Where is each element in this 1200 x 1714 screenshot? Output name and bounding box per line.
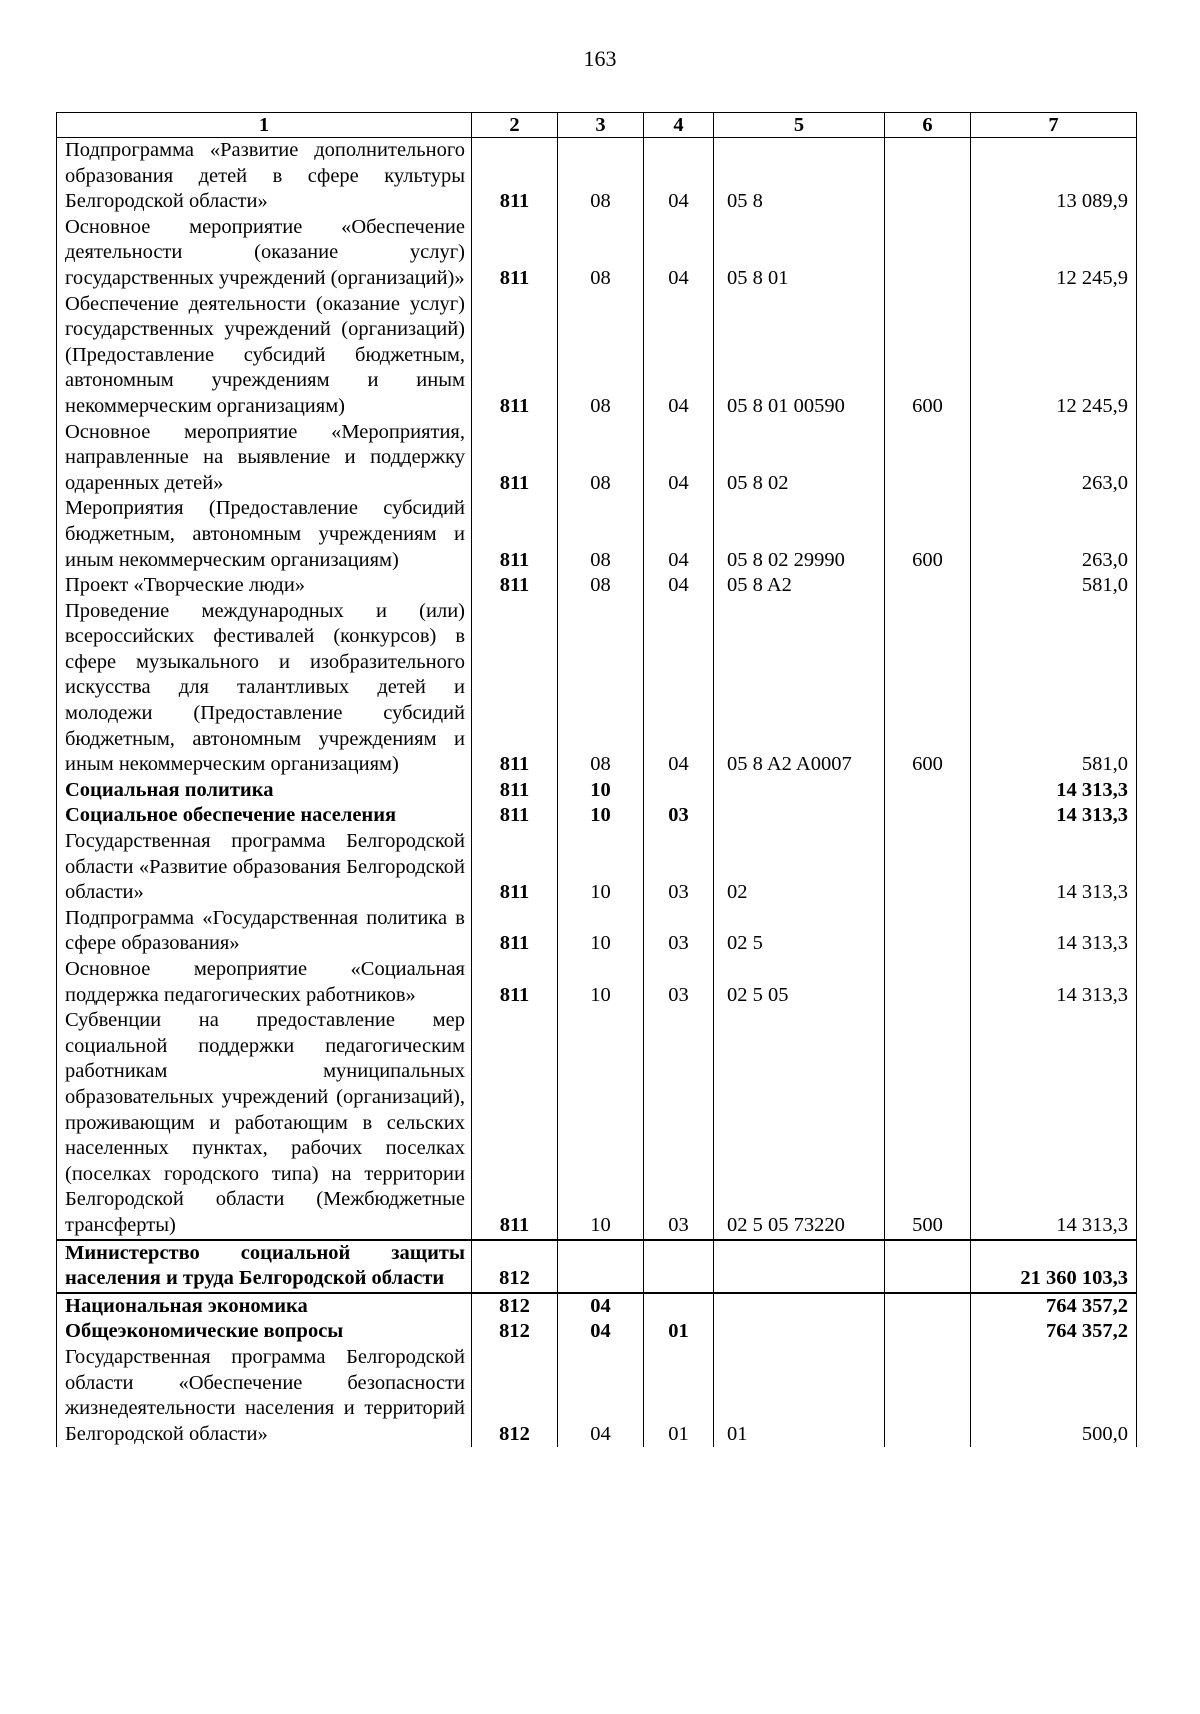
- row-amount: 263,0: [971, 496, 1137, 573]
- row-subsection: 04: [644, 573, 714, 599]
- row-name: Подпрограмма «Развитие дополнительного образования детей в сфере культуры Белгородской области»: [57, 138, 472, 215]
- row-amount: 13 089,9: [971, 138, 1137, 215]
- row-expense-type: [885, 573, 971, 599]
- row-name: Подпрограмма «Государственная политика в сфере образования»: [57, 906, 472, 957]
- row-subsection: [644, 778, 714, 804]
- row-name: Министерство социальной защиты населения и труда Белгородской области: [57, 1240, 472, 1293]
- row-ministry-code: 811: [472, 1008, 558, 1239]
- row-ministry-code: 812: [472, 1240, 558, 1293]
- row-target-article: [714, 778, 885, 804]
- row-section: 08: [558, 292, 644, 420]
- row-ministry-code: 811: [472, 573, 558, 599]
- table-row: [57, 957, 1137, 1008]
- row-expense-type: 600: [885, 599, 971, 778]
- row-name: Проект «Творческие люди»: [57, 573, 472, 599]
- row-expense-type: [885, 420, 971, 497]
- row-name: Основное мероприятие «Обеспечение деятельности (оказание услуг) государственных учреждений (организаций)»: [57, 215, 472, 292]
- row-section: 04: [558, 1293, 644, 1320]
- row-amount: 14 313,3: [971, 957, 1137, 1008]
- row-amount: 12 245,9: [971, 292, 1137, 420]
- row-section: 10: [558, 1008, 644, 1239]
- row-target-article: 02 5: [714, 906, 885, 957]
- row-subsection: 03: [644, 906, 714, 957]
- row-amount: 764 357,2: [971, 1293, 1137, 1320]
- row-section: [558, 1240, 644, 1293]
- table-row: [57, 420, 1137, 497]
- row-section: 08: [558, 599, 644, 778]
- row-amount: 14 313,3: [971, 803, 1137, 829]
- row-target-article: 05 8 A2 A0007: [714, 599, 885, 778]
- row-subsection: 03: [644, 957, 714, 1008]
- row-section: 08: [558, 138, 644, 215]
- row-target-article: 05 8 A2: [714, 573, 885, 599]
- row-subsection: [644, 1240, 714, 1293]
- table-row: [57, 778, 1137, 804]
- row-subsection: 04: [644, 138, 714, 215]
- row-name: Обеспечение деятельности (оказание услуг) государственных учреждений (организаций) (Предоставление субсидий бюджетным, автономным учреждениям и иным некоммерческим организациям): [57, 292, 472, 420]
- row-target-article: 05 8 01: [714, 215, 885, 292]
- row-section: 10: [558, 803, 644, 829]
- row-target-article: 01: [714, 1345, 885, 1447]
- row-amount: 581,0: [971, 573, 1137, 599]
- row-section: 08: [558, 215, 644, 292]
- row-target-article: 05 8 02 29990: [714, 496, 885, 573]
- row-subsection: 04: [644, 496, 714, 573]
- table-row: [57, 1008, 1137, 1239]
- row-ministry-code: 811: [472, 829, 558, 906]
- table-row: [57, 1345, 1137, 1447]
- table-row: [57, 1293, 1137, 1320]
- table-row: [57, 292, 1137, 420]
- row-target-article: 05 8: [714, 138, 885, 215]
- row-name: Основное мероприятие «Социальная поддержка педагогических работников»: [57, 957, 472, 1008]
- table-body: [57, 138, 1137, 1448]
- row-amount: 764 357,2: [971, 1319, 1137, 1345]
- row-amount: 21 360 103,3: [971, 1240, 1137, 1293]
- row-name: Государственная программа Белгородской области «Обеспечение безопасности жизнедеятельности населения и территорий Белгородской области»: [57, 1345, 472, 1447]
- column-header: 1: [57, 113, 472, 138]
- row-subsection: 03: [644, 829, 714, 906]
- row-target-article: 05 8 02: [714, 420, 885, 497]
- row-name: Общеэкономические вопросы: [57, 1319, 472, 1345]
- row-expense-type: 600: [885, 292, 971, 420]
- row-expense-type: [885, 1240, 971, 1293]
- row-target-article: [714, 1293, 885, 1320]
- row-ministry-code: 811: [472, 420, 558, 497]
- row-section: 08: [558, 496, 644, 573]
- column-header: 2: [472, 113, 558, 138]
- table-row: [57, 599, 1137, 778]
- row-name: Проведение международных и (или) всероссийских фестивалей (конкурсов) в сфере музыкального и изобразительного искусства для талантливых детей и молодежи (Предоставление субсидий бюджетным, автономным учреждениям и иным некоммерческим организациям): [57, 599, 472, 778]
- row-name: Государственная программа Белгородской области «Развитие образования Белгородской области»: [57, 829, 472, 906]
- row-name: Основное мероприятие «Мероприятия, направленные на выявление и поддержку одаренных детей»: [57, 420, 472, 497]
- row-target-article: [714, 1319, 885, 1345]
- row-subsection: 04: [644, 292, 714, 420]
- row-expense-type: [885, 1319, 971, 1345]
- row-expense-type: [885, 906, 971, 957]
- table-row: [57, 1240, 1137, 1293]
- row-name: Субвенции на предоставление мер социальной поддержки педагогическим работникам муниципальных образовательных учреждений (организаций), проживающим и работающим в сельских населенных пунктах, рабочих поселках (поселках городского типа) на территории Белгородской области (Межбюджетные трансферты): [57, 1008, 472, 1239]
- row-amount: 263,0: [971, 420, 1137, 497]
- row-target-article: 02 5 05 73220: [714, 1008, 885, 1239]
- row-target-article: 05 8 01 00590: [714, 292, 885, 420]
- table-row: [57, 829, 1137, 906]
- row-amount: 14 313,3: [971, 906, 1137, 957]
- row-ministry-code: 812: [472, 1293, 558, 1320]
- table-header-row: [57, 113, 1137, 138]
- row-subsection: 03: [644, 1008, 714, 1239]
- row-ministry-code: 811: [472, 957, 558, 1008]
- row-ministry-code: 811: [472, 599, 558, 778]
- column-header: 3: [558, 113, 644, 138]
- row-target-article: [714, 1240, 885, 1293]
- row-section: 04: [558, 1345, 644, 1447]
- row-name: Социальная политика: [57, 778, 472, 804]
- column-header: 4: [644, 113, 714, 138]
- row-expense-type: [885, 215, 971, 292]
- row-expense-type: [885, 778, 971, 804]
- table-row: [57, 138, 1137, 215]
- row-ministry-code: 812: [472, 1319, 558, 1345]
- table-row: [57, 215, 1137, 292]
- column-header: 6: [885, 113, 971, 138]
- row-section: 08: [558, 420, 644, 497]
- row-ministry-code: 811: [472, 292, 558, 420]
- table-row: [57, 1319, 1137, 1345]
- row-expense-type: [885, 803, 971, 829]
- row-section: 10: [558, 957, 644, 1008]
- row-amount: 12 245,9: [971, 215, 1137, 292]
- budget-table: [56, 112, 1137, 1447]
- row-ministry-code: 811: [472, 496, 558, 573]
- row-section: 10: [558, 906, 644, 957]
- row-expense-type: [885, 829, 971, 906]
- table-row: [57, 573, 1137, 599]
- row-ministry-code: 812: [472, 1345, 558, 1447]
- row-amount: 14 313,3: [971, 778, 1137, 804]
- row-subsection: 04: [644, 215, 714, 292]
- row-name: Социальное обеспечение населения: [57, 803, 472, 829]
- row-expense-type: 600: [885, 496, 971, 573]
- table-row: [57, 906, 1137, 957]
- row-expense-type: 500: [885, 1008, 971, 1239]
- row-subsection: 04: [644, 420, 714, 497]
- row-section: 10: [558, 829, 644, 906]
- row-target-article: [714, 803, 885, 829]
- row-subsection: 01: [644, 1345, 714, 1447]
- row-expense-type: [885, 1293, 971, 1320]
- row-subsection: 01: [644, 1319, 714, 1345]
- column-header: 7: [971, 113, 1137, 138]
- row-expense-type: [885, 138, 971, 215]
- row-ministry-code: 811: [472, 778, 558, 804]
- row-ministry-code: 811: [472, 215, 558, 292]
- table-row: [57, 496, 1137, 573]
- row-expense-type: [885, 1345, 971, 1447]
- page-number: 163: [583, 46, 617, 71]
- row-name: Национальная экономика: [57, 1293, 472, 1320]
- row-subsection: 04: [644, 599, 714, 778]
- row-amount: 14 313,3: [971, 829, 1137, 906]
- row-section: 08: [558, 573, 644, 599]
- table-row: [57, 803, 1137, 829]
- row-ministry-code: 811: [472, 906, 558, 957]
- row-subsection: 03: [644, 803, 714, 829]
- row-expense-type: [885, 957, 971, 1008]
- row-subsection: [644, 1293, 714, 1320]
- row-amount: 581,0: [971, 599, 1137, 778]
- row-section: 04: [558, 1319, 644, 1345]
- row-target-article: 02: [714, 829, 885, 906]
- row-amount: 500,0: [971, 1345, 1137, 1447]
- row-section: 10: [558, 778, 644, 804]
- row-ministry-code: 811: [472, 803, 558, 829]
- column-header: 5: [714, 113, 885, 138]
- row-ministry-code: 811: [472, 138, 558, 215]
- row-target-article: 02 5 05: [714, 957, 885, 1008]
- row-amount: 14 313,3: [971, 1008, 1137, 1239]
- row-name: Мероприятия (Предоставление субсидий бюджетным, автономным учреждениям и иным некоммерческим организациям): [57, 496, 472, 573]
